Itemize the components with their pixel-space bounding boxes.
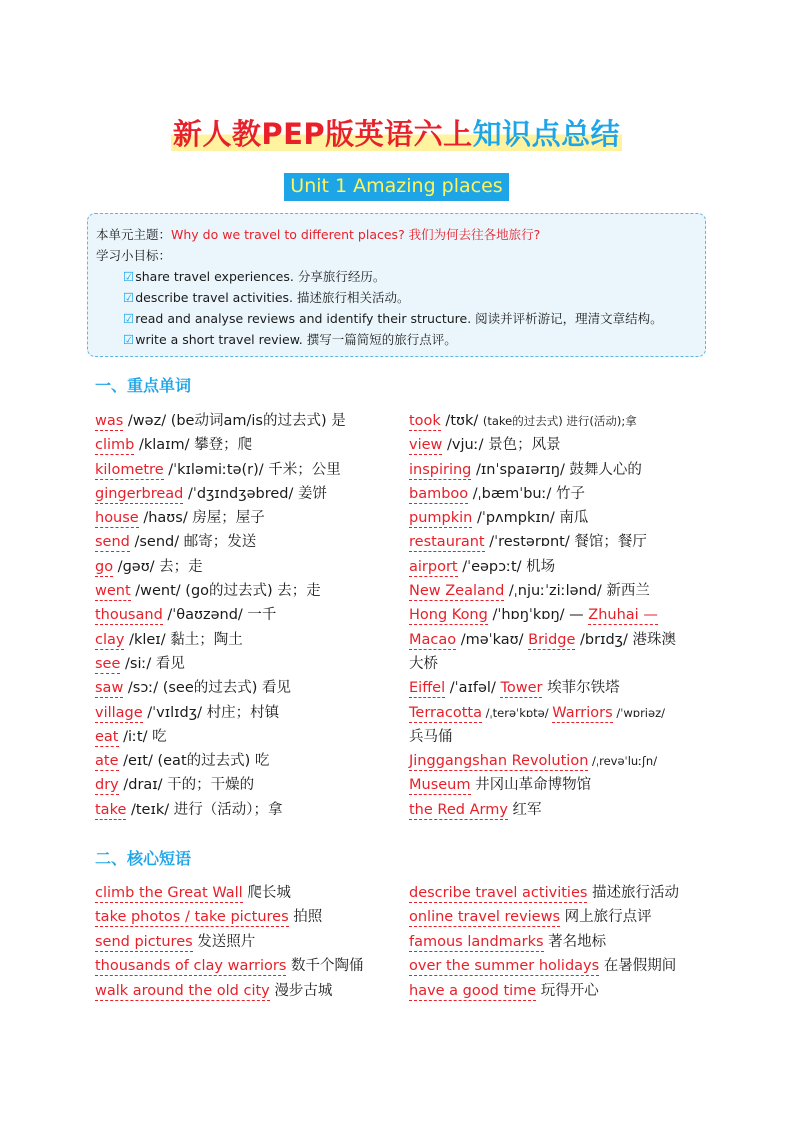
vocab-definition: /send/ 邮寄；发送 [129,534,257,551]
vocab-word: send [95,534,130,551]
vocab-phonetic: /ˈaɪfəl/ [445,680,501,697]
unit-theme [96,224,540,245]
phrase-translation: 漫步古城 [269,982,333,999]
vocab-definition: /eɪt/ (eat的过去式) 吃 [118,753,270,770]
phrase-text: over the summer holidays [409,958,600,975]
vocab-item [95,506,405,530]
vocab-definition: /iːt/ 吃 [118,728,167,745]
vocab-item [409,603,709,627]
vocab-word: Terracotta [409,704,482,721]
unit-theme-label: 本单元主题： [96,227,172,242]
vocab-item [409,628,709,652]
vocab-phonetic: /ˌrevəˈluːʃn/ [588,754,658,769]
vocab-word: house [95,510,139,527]
vocab-word: climb [95,437,135,454]
vocab-item [409,773,709,797]
vocab-definition: (take的过去式) 进行(活动);拿 [482,414,637,428]
vocab-word: Eiffel [409,680,446,697]
vocab-item [95,555,405,579]
page-title-blue: 知识点总结 [472,117,621,151]
vocab-definition: /ɪnˈspaɪərɪŋ/ 鼓舞人心的 [471,461,642,478]
vocab-word: go [95,558,114,575]
vocab-word: gingerbread [95,485,184,502]
vocab-definition: /sɔː/ (see的过去式) 看见 [123,680,292,697]
phrase-text: climb the Great Wall [95,885,243,901]
phrase-translation: 拍照 [288,909,323,926]
checkbox-icon: ☑ [123,311,135,326]
phrase-text: famous landmarks [409,933,544,950]
goals-sub-label: 学习小目标： [96,248,172,263]
vocab-item [95,458,405,482]
vocab-definition: /ɡəʊ/ 去；走 [113,558,203,575]
page-title-red: 新人教PEP版英语六上 [172,117,473,151]
vocab-word: restaurant [409,534,485,551]
phrase-item [409,979,709,1003]
vocab-item [95,798,405,822]
phrase-item [95,905,405,929]
phrase-translation: 网上旅行点评 [560,909,652,926]
vocab-word: went [95,583,131,600]
vocab-item [95,725,405,749]
vocab-item [95,433,405,457]
vocab-definition: /kleɪ/ 黏土；陶土 [124,631,243,648]
goal-text: write a short travel review. 撰写一篇简短的旅行点评。 [135,332,457,347]
phrase-text: online travel reviews [409,909,561,926]
vocab-item [95,530,405,554]
vocab-definition: /ˌnjuːˈziːlənd/ 新西兰 [504,583,650,600]
vocab-word: view [409,437,443,454]
vocab-word: Bridge [528,631,576,648]
vocab-item [409,433,709,457]
phrase-translation: 数千个陶俑 [286,958,364,975]
phrase-translation: 玩得开心 [536,982,599,999]
phrase-list-left [95,881,405,1003]
learning-goals-box [87,213,706,357]
vocab-list-left [95,409,405,822]
vocab-word: inspiring [409,461,472,478]
phrase-text: walk around the old city [95,982,270,999]
vocab-word: Zhuhai — [588,607,658,624]
vocab-item [95,749,405,773]
phrase-translation: 爬长城 [242,885,291,901]
vocab-word: bamboo [409,485,469,502]
phrase-item [95,979,405,1003]
vocab-definition: /brɪdʒ/ 港珠澳 [575,631,677,648]
vocab-item [409,530,709,554]
vocab-item [409,458,709,482]
vocab-item [95,676,405,700]
phrase-text: thousands of clay warriors [95,958,287,975]
phrase-text: take photos / take pictures [95,909,289,926]
vocab-definition: 大桥 [409,655,438,672]
checkbox-icon: ☑ [123,332,135,347]
vocab-word: clay [95,631,125,648]
vocab-phonetic: /ˈhɒŋˈkɒŋ/ — [487,607,589,624]
goal-text: read and analyse reviews and identify their structure. 阅读并评析游记，理清文章结构。 [135,311,663,326]
vocab-word: saw [95,680,124,697]
vocab-definition: 井冈山革命博物馆 [470,777,592,794]
checkbox-icon: ☑ [123,290,135,305]
phrase-section-title: 二、核心短语 [95,849,192,868]
vocab-item [409,676,709,700]
unit-heading-wrap [0,173,793,201]
vocab-phonetic: /ˌterəˈkɒtə/ [481,705,553,720]
vocab-word: village [95,704,143,721]
vocab-item [409,555,709,579]
goal-text: share travel experiences. 分享旅行经历。 [135,269,386,284]
vocab-word: Macao [409,631,457,648]
vocab-definition: /ˈkɪləmiːtə(r)/ 千米；公里 [163,461,341,478]
phrase-list-right [409,881,709,1003]
vocab-item [95,579,405,603]
phrase-translation: 发送照片 [192,933,256,950]
vocab-word: airport [409,558,458,575]
vocab-item [95,482,405,506]
vocab-definition: 红军 [507,801,542,818]
vocab-item [409,749,709,773]
checkbox-icon: ☑ [123,269,135,284]
unit-theme-text: Why do we travel to different places? 我们为何去往各地旅行? [171,227,541,242]
vocab-definition: /siː/ 看见 [120,655,185,672]
vocab-word: see [95,655,121,672]
vocab-definition: /ˈpʌmpkɪn/ 南瓜 [472,510,589,527]
vocab-item [409,701,709,725]
phrase-item [95,930,405,954]
vocab-definition: /wəz/ (be动词am/is的过去式) 是 [123,413,346,429]
phrase-text: describe travel activities [409,885,588,901]
vocab-word: was [95,413,124,429]
vocab-word: dry [95,777,119,794]
vocab-word: Jinggangshan Revolution [409,753,589,770]
vocab-word: take [95,801,127,818]
vocab-word: Warriors [552,704,613,721]
vocab-word: New Zealand [409,583,505,600]
vocab-word: Museum [409,777,471,794]
goal-item [123,308,663,329]
vocab-word: thousand [95,607,163,624]
vocab-item [95,628,405,652]
vocab-definition: /went/ (go的过去式) 去；走 [130,583,321,600]
goal-item [123,287,409,308]
vocab-definition: /ˈrestərɒnt/ 餐馆；餐厅 [484,534,647,551]
vocab-definition: /haʊs/ 房屋；屋子 [138,510,265,527]
phrase-item [409,954,709,978]
vocab-word: kilometre [95,461,164,478]
vocab-item [409,506,709,530]
page-title [0,112,793,153]
phrase-item [409,905,709,929]
vocab-item [409,409,709,433]
vocab-definition: /ˈeəpɔːt/ 机场 [457,558,556,575]
phrase-text: have a good time [409,982,537,999]
phrase-translation: 描述旅行活动 [587,885,680,901]
vocab-word: ate [95,753,119,770]
vocab-word: Tower [500,680,543,697]
vocab-item [409,725,709,749]
vocab-item [95,603,405,627]
vocab-definition: 兵马俑 [409,728,453,745]
vocab-definition: /ˈdʒɪndʒəbred/ 姜饼 [183,485,327,502]
vocab-phonetic: /ˈwɒriəz/ [612,705,665,720]
vocab-word: the Red Army [409,801,508,818]
vocab-word: pumpkin [409,510,473,527]
vocab-item [95,773,405,797]
vocab-definition: /vjuː/ 景色；风景 [442,437,561,454]
goal-item [123,266,385,287]
vocab-definition: /ˈvɪlɪdʒ/ 村庄；村镇 [142,704,280,721]
vocab-definition: /klaɪm/ 攀登；爬 [134,437,253,454]
phrase-translation: 在暑假期间 [599,958,677,975]
phrase-item [95,954,405,978]
vocab-phonetic: /tʊk/ [440,413,483,429]
vocab-item [409,482,709,506]
vocab-word: took [409,413,441,429]
unit-heading: Unit 1 Amazing places [284,173,508,201]
vocab-item [409,579,709,603]
vocab-item [409,652,709,676]
vocab-definition: /ˌbæmˈbuː/ 竹子 [468,485,585,502]
vocab-definition: 埃菲尔铁塔 [542,680,620,697]
vocab-item [95,409,405,433]
vocab-section-title: 一、重点单词 [95,376,192,395]
phrase-item [95,881,405,905]
phrase-item [409,930,709,954]
vocab-definition: /draɪ/ 干的；干燥的 [118,777,255,794]
vocab-phonetic: /məˈkaʊ/ [456,631,529,648]
vocab-word: eat [95,728,119,745]
vocab-list-right [409,409,709,822]
phrase-item [409,881,709,905]
phrase-text: send pictures [95,933,193,950]
vocab-definition: /teɪk/ 进行（活动）；拿 [126,801,283,818]
vocab-definition: /ˈθaʊzənd/ 一千 [162,607,277,624]
vocab-word: Hong Kong [409,607,488,624]
goal-item [123,329,457,350]
goal-text: describe travel activities. 描述旅行相关活动。 [135,290,410,305]
vocab-item [95,652,405,676]
phrase-translation: 著名地标 [543,933,607,950]
vocab-item [95,701,405,725]
vocab-item [409,798,709,822]
